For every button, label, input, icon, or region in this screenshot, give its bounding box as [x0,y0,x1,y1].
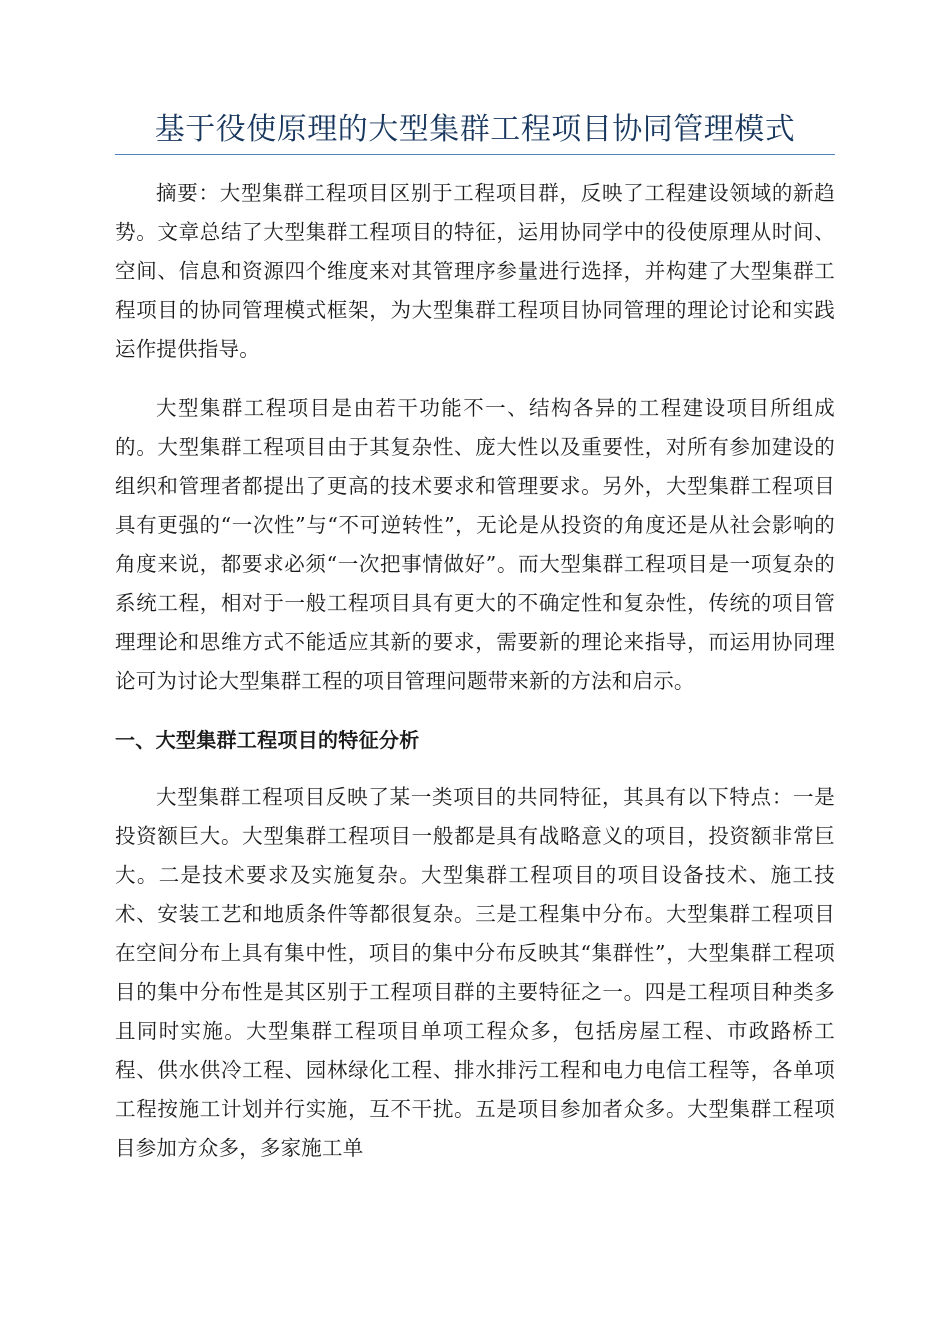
intro-paragraph: 大型集群工程项目是由若干功能不一、结构各异的工程建设项目所组成的。大型集群工程项目由于其复杂性、庞大性以及重要性，对所有参加建设的组织和管理者都提出了更高的技术要求和管理要求。另外，大型集群工程项目具有更强的“一次性”与“不可逆转性”，无论是从投资的角度还是从社会影响的角度来说，都要求必须“一次把事情做好”。而大型集群工程项目是一项复杂的系统工程，相对于一般工程项目具有更大的不确定性和复杂性，传统的项目管理理论和思维方式不能适应其新的要求，需要新的理论来指导，而运用协同理论可为讨论大型集群工程的项目管理问题带来新的方法和启示。 [115,396,835,693]
section-paragraph: 大型集群工程项目反映了某一类项目的共同特征，其具有以下特点：一是投资额巨大。大型集群工程项目一般都是具有战略意义的项目，投资额非常巨大。二是技术要求及实施复杂。大型集群工程项目的项目设备技术、施工技术、安装工艺和地质条件等都很复杂。三是工程集中分布。大型集群工程项目在空间分布上具有集中性，项目的集中分布反映其“集群性”，大型集群工程项目的集中分布性是其区别于工程项目群的主要特征之一。四是工程项目种类多且同时实施。大型集群工程项目单项工程众多，包括房屋工程、市政路桥工程、供水供冷工程、园林绿化工程、排水排污工程和电力电信工程等，各单项工程按施工计划并行实施，互不干扰。五是项目参加者众多。大型集群工程项目参加方众多，多家施工单 [115,785,835,1160]
document-body [115,174,835,1188]
document-title: 基于役使原理的大型集群工程项目协同管理模式 [154,112,796,147]
section-heading: 一、大型集群工程项目的特征分析 [115,728,420,752]
title-underline [115,154,835,155]
abstract-paragraph: 摘要：大型集群工程项目区别于工程项目群，反映了工程建设领域的新趋势。文章总结了大型集群工程项目的特征，运用协同学中的役使原理从时间、空间、信息和资源四个维度来对其管理序参量进行选择，并构建了大型集群工程项目的协同管理模式框架，为大型集群工程项目协同管理的理论讨论和实践运作提供指导。 [115,181,835,361]
